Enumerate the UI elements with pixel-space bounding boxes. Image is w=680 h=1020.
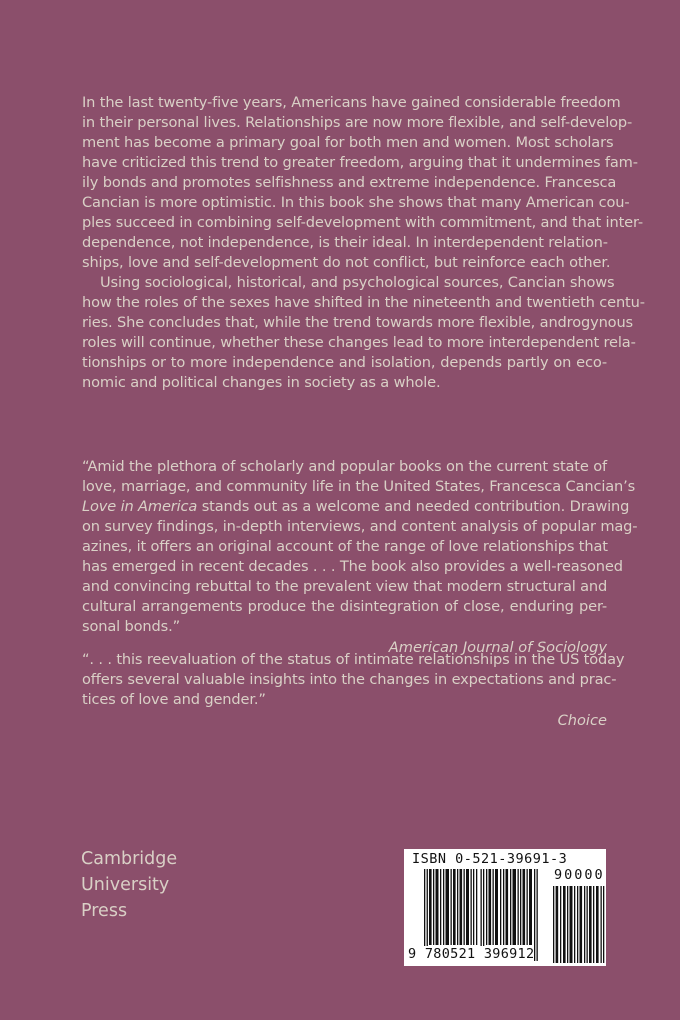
book-description (82, 93, 645, 393)
description-line: Cancian is more optimistic. In this book she shows that many American cou- (82, 194, 630, 211)
review-line: tices of love and gender.” (82, 691, 266, 708)
isbn-label: ISBN 0-521-39691-3 (412, 851, 568, 867)
description-line: ily bonds and promotes selfishness and extreme independence. Francesca (82, 174, 617, 191)
description-line: in their personal lives. Relationships are now more flexible, and self-develop- (82, 114, 633, 131)
review-line-text: stands out as a welcome and needed contribution. Drawing (197, 498, 630, 515)
description-line: tionships or to more independence and isolation, depends partly on eco- (82, 354, 607, 371)
price-addon-bars-icon (553, 886, 605, 963)
review-line: sonal bonds.” (82, 618, 180, 635)
review-line: “. . . this reevaluation of the status of intimate relationships in the US today (82, 651, 625, 668)
review-line: offers several valuable insights into the changes in expectations and prac- (82, 671, 617, 688)
description-line: ples succeed in combining self-development with commitment, and that inter- (82, 214, 643, 231)
ean-digits: 9 780521 396912 (408, 946, 535, 962)
description-line: dependence, not independence, is their ideal. In interdependent relation- (82, 234, 608, 251)
publisher-line: Cambridge (81, 849, 178, 869)
review-source: American Journal of Sociology (388, 639, 607, 656)
description-line: nomic and political changes in society as a whole. (82, 374, 441, 391)
description-line: ment has become a primary goal for both men and women. Most scholars (82, 134, 614, 151)
description-line: In the last twenty-five years, Americans have gained considerable freedom (82, 94, 621, 111)
review-line: has emerged in recent decades . . . The book also provides a well-reasoned (82, 558, 623, 575)
review-line: “Amid the plethora of scholarly and popular books on the current state of (82, 458, 607, 475)
review-line: on survey findings, in-depth interviews, and content analysis of popular mag- (82, 518, 638, 535)
review-line (82, 497, 630, 517)
description-line: how the roles of the sexes have shifted in the nineteenth and twentieth centu- (82, 294, 645, 311)
review-quote-ajs (82, 457, 638, 659)
publisher-line: Press (81, 901, 128, 921)
book-title-italic: Love in America (82, 498, 198, 515)
description-line: roles will continue, whether these changes lead to more interdependent rela- (82, 334, 636, 351)
description-line: Using sociological, historical, and psychological sources, Cancian shows (100, 274, 615, 291)
description-line: ries. She concludes that, while the trend towards more flexible, androgynous (82, 314, 634, 331)
review-source: Choice (557, 712, 607, 729)
review-line: cultural arrangements produce the disintegration of close, enduring per- (82, 598, 607, 615)
review-line: and convincing rebuttal to the prevalent view that modern structural and (82, 578, 608, 595)
review-line: azines, it offers an original account of the range of love relationships that (82, 538, 608, 555)
description-line: ships, love and self-development do not conflict, but reinforce each other. (82, 254, 611, 271)
isbn-barcode (404, 849, 606, 966)
review-quote-choice (82, 650, 625, 732)
price-code: 90000 (554, 867, 605, 883)
description-line: have criticized this trend to greater freedom, arguing that it undermines fam- (82, 154, 638, 171)
publisher-logo-text (81, 846, 177, 924)
review-line: love, marriage, and community life in the United States, Francesca Cancian’s (82, 478, 636, 495)
publisher-line: University (81, 875, 170, 895)
